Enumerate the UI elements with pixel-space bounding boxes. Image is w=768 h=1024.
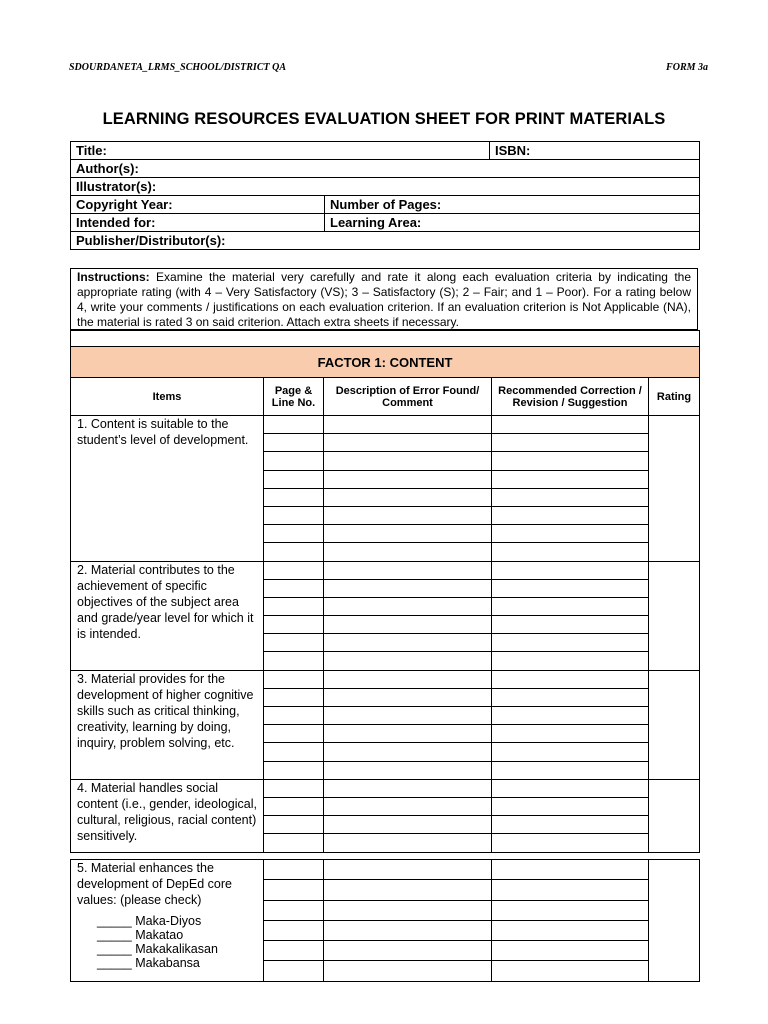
core-value-item[interactable]: _____ Maka-Diyos xyxy=(97,914,202,928)
recommendation-cell[interactable] xyxy=(492,652,649,670)
publisher-field-label: Publisher/Distributor(s): xyxy=(76,233,226,248)
recommendation-cell[interactable] xyxy=(492,941,649,961)
page-line-cell[interactable] xyxy=(264,900,324,920)
description-cell[interactable] xyxy=(324,860,492,880)
authors-field-label: Author(s): xyxy=(76,161,139,176)
learning-area-field-label: Learning Area: xyxy=(324,214,699,231)
criterion-2 xyxy=(71,561,264,670)
description-cell[interactable] xyxy=(324,707,492,725)
isbn-field-label: ISBN: xyxy=(489,142,699,159)
criterion-text: 5. Material enhances the development of DepEd core values: (please check) xyxy=(77,861,232,907)
col-rating: Rating xyxy=(649,378,700,416)
recommendation-cell[interactable] xyxy=(492,434,649,452)
copyright-field-label: Copyright Year: xyxy=(76,197,173,212)
page-line-cell[interactable] xyxy=(264,652,324,670)
recommendation-cell[interactable] xyxy=(492,920,649,940)
description-cell[interactable] xyxy=(324,920,492,940)
table-row xyxy=(71,416,700,434)
description-cell[interactable] xyxy=(324,761,492,779)
core-value-item[interactable]: _____ Makakalikasan xyxy=(97,942,218,956)
recommendation-cell[interactable] xyxy=(492,634,649,652)
page-line-cell[interactable] xyxy=(264,880,324,900)
description-cell[interactable] xyxy=(324,725,492,743)
pages-field-label: Number of Pages: xyxy=(324,196,699,213)
instructions-text: Examine the material very carefully and rate it along each evaluation criteria by indicating the appropriate rating (with 4 – Very Satisfactory (VS); 3 – Satisfactory (S); 2 – Fair; and 1 – Poor). For a rating below 4, write your comments / justifications on each evaluation criterion. If an evaluation criterion is Not Applicable (NA), the material is rated 3 on said criterion. Attach extra sheets if necessary. xyxy=(77,270,691,329)
recommendation-cell[interactable] xyxy=(492,743,649,761)
page-line-cell[interactable] xyxy=(264,597,324,615)
description-cell[interactable] xyxy=(324,506,492,524)
page-line-cell[interactable] xyxy=(264,743,324,761)
page-title: LEARNING RESOURCES EVALUATION SHEET FOR PRINT MATERIALS xyxy=(102,110,666,128)
description-cell[interactable] xyxy=(324,597,492,615)
page-line-cell[interactable] xyxy=(264,779,324,797)
core-values-checklist xyxy=(77,914,259,970)
page-line-cell[interactable] xyxy=(264,579,324,597)
table-row xyxy=(71,779,700,797)
evaluation-table xyxy=(70,330,700,853)
page-line-cell[interactable] xyxy=(264,707,324,725)
instructions-label: Instructions: xyxy=(77,270,150,284)
description-cell[interactable] xyxy=(324,941,492,961)
page-line-cell[interactable] xyxy=(264,961,324,981)
description-cell[interactable] xyxy=(324,525,492,543)
criterion-text: 3. Material provides for the development of higher cognitive skills such as critical thinking, creativity, learning by doing, inquiry, problem solving, etc. xyxy=(77,671,254,750)
material-info-table xyxy=(70,141,700,250)
core-value-item[interactable]: _____ Makabansa xyxy=(97,956,200,970)
recommendation-cell[interactable] xyxy=(492,597,649,615)
recommendation-cell[interactable] xyxy=(492,834,649,852)
recommendation-cell[interactable] xyxy=(492,670,649,688)
page-line-cell[interactable] xyxy=(264,470,324,488)
page-line-cell[interactable] xyxy=(264,525,324,543)
description-cell[interactable] xyxy=(324,880,492,900)
recommendation-cell[interactable] xyxy=(492,488,649,506)
description-cell[interactable] xyxy=(324,779,492,797)
header-right: FORM 3a xyxy=(666,62,708,73)
recommendation-cell[interactable] xyxy=(492,779,649,797)
page-line-cell[interactable] xyxy=(264,688,324,706)
criterion-text: 4. Material handles social content (i.e., gender, ideological, cultural, religious, racial content) sensitively. xyxy=(77,780,257,843)
description-cell[interactable] xyxy=(324,688,492,706)
recommendation-cell[interactable] xyxy=(492,761,649,779)
description-cell[interactable] xyxy=(324,488,492,506)
recommendation-cell[interactable] xyxy=(492,688,649,706)
rating-cell[interactable] xyxy=(649,779,700,852)
instructions xyxy=(70,268,698,330)
description-cell[interactable] xyxy=(324,434,492,452)
table-row xyxy=(71,670,700,688)
page-line-cell[interactable] xyxy=(264,616,324,634)
criterion-5 xyxy=(71,860,264,982)
description-cell[interactable] xyxy=(324,797,492,815)
description-cell[interactable] xyxy=(324,561,492,579)
col-description: Description of Error Found/ Comment xyxy=(324,378,492,416)
page-line-cell[interactable] xyxy=(264,634,324,652)
page-line-cell[interactable] xyxy=(264,834,324,852)
page-line-cell[interactable] xyxy=(264,761,324,779)
page-line-cell[interactable] xyxy=(264,920,324,940)
criterion-4 xyxy=(71,779,264,852)
spacer-row xyxy=(71,331,700,347)
recommendation-cell[interactable] xyxy=(492,543,649,561)
recommendation-cell[interactable] xyxy=(492,961,649,981)
rating-cell[interactable] xyxy=(649,416,700,562)
illustrators-field-label: Illustrator(s): xyxy=(76,179,157,194)
page-line-cell[interactable] xyxy=(264,561,324,579)
recommendation-cell[interactable] xyxy=(492,797,649,815)
recommendation-cell[interactable] xyxy=(492,579,649,597)
page-line-cell[interactable] xyxy=(264,797,324,815)
description-cell[interactable] xyxy=(324,543,492,561)
recommendation-cell[interactable] xyxy=(492,416,649,434)
page-line-cell[interactable] xyxy=(264,434,324,452)
rating-cell[interactable] xyxy=(649,561,700,670)
recommendation-cell[interactable] xyxy=(492,470,649,488)
title-field-label: Title: xyxy=(76,143,107,158)
page-line-cell[interactable] xyxy=(264,452,324,470)
criterion-3 xyxy=(71,670,264,779)
description-cell[interactable] xyxy=(324,452,492,470)
description-cell[interactable] xyxy=(324,816,492,834)
page-line-cell[interactable] xyxy=(264,543,324,561)
intended-field-label: Intended for: xyxy=(76,215,156,230)
recommendation-cell[interactable] xyxy=(492,452,649,470)
page-line-cell[interactable] xyxy=(264,816,324,834)
criterion-text: 1. Content is suitable to the student’s level of development. xyxy=(77,417,249,447)
description-cell[interactable] xyxy=(324,579,492,597)
recommendation-cell[interactable] xyxy=(492,616,649,634)
recommendation-cell[interactable] xyxy=(492,860,649,880)
table-row xyxy=(71,561,700,579)
table-row xyxy=(71,860,700,880)
recommendation-cell[interactable] xyxy=(492,561,649,579)
col-page-line: Page & Line No. xyxy=(264,378,324,416)
page-line-cell[interactable] xyxy=(264,416,324,434)
criterion-text: 2. Material contributes to the achievement of specific objectives of the subject area and grade/year level for which it is intended. xyxy=(77,562,254,641)
recommendation-cell[interactable] xyxy=(492,707,649,725)
col-items: Items xyxy=(71,378,264,416)
rating-cell[interactable] xyxy=(649,860,700,982)
description-cell[interactable] xyxy=(324,961,492,981)
page-line-cell[interactable] xyxy=(264,725,324,743)
page-line-cell[interactable] xyxy=(264,860,324,880)
page-line-cell[interactable] xyxy=(264,941,324,961)
recommendation-cell[interactable] xyxy=(492,525,649,543)
description-cell[interactable] xyxy=(324,634,492,652)
recommendation-cell[interactable] xyxy=(492,816,649,834)
criterion-1 xyxy=(71,416,264,562)
description-cell[interactable] xyxy=(324,652,492,670)
description-cell[interactable] xyxy=(324,470,492,488)
core-value-item[interactable]: _____ Makatao xyxy=(97,928,184,942)
description-cell[interactable] xyxy=(324,670,492,688)
recommendation-cell[interactable] xyxy=(492,725,649,743)
page-line-cell[interactable] xyxy=(264,506,324,524)
description-cell[interactable] xyxy=(324,416,492,434)
description-cell[interactable] xyxy=(324,834,492,852)
description-cell[interactable] xyxy=(324,900,492,920)
page-line-cell[interactable] xyxy=(264,670,324,688)
recommendation-cell[interactable] xyxy=(492,880,649,900)
rating-cell[interactable] xyxy=(649,670,700,779)
page-line-cell[interactable] xyxy=(264,488,324,506)
header-left: SDOURDANETA_LRMS_SCHOOL/DISTRICT QA xyxy=(69,62,286,73)
recommendation-cell[interactable] xyxy=(492,506,649,524)
col-recommendation: Recommended Correction / Revision / Suggestion xyxy=(492,378,649,416)
recommendation-cell[interactable] xyxy=(492,900,649,920)
description-cell[interactable] xyxy=(324,743,492,761)
factor-heading: FACTOR 1: CONTENT xyxy=(71,347,700,378)
description-cell[interactable] xyxy=(324,616,492,634)
evaluation-table-continued xyxy=(70,859,700,982)
